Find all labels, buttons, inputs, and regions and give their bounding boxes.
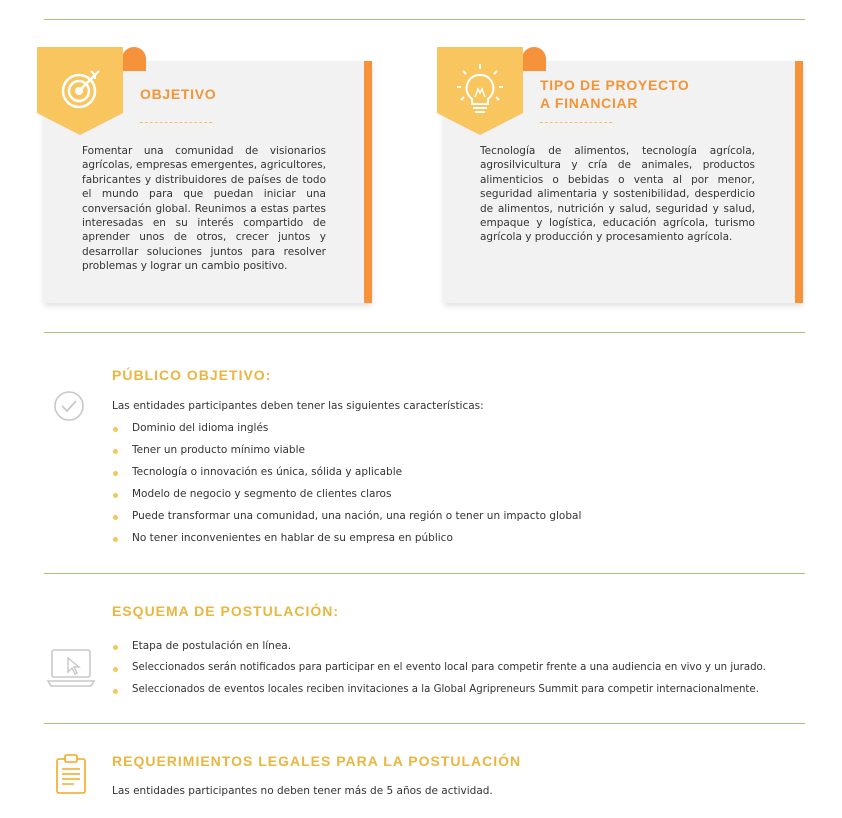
list-item: Modelo de negocio y segmento de clientes claros [112, 488, 581, 510]
requerimientos-title: REQUERIMIENTOS LEGALES PARA LA POSTULACIÓN [112, 753, 522, 769]
title-dots [140, 122, 212, 123]
tipo-title-line1: TIPO DE PROYECTO [540, 77, 690, 93]
checkmark-circle-icon [52, 389, 86, 427]
list-item: Tener un producto mínimo viable [112, 444, 581, 466]
requerimientos-text: Las entidades participantes no deben tener más de 5 años de actividad. [112, 785, 493, 797]
clipboard-icon [54, 753, 88, 799]
list-item: Seleccionados serán notificados para participar en el evento local para competir frente a una audiencia en vivo y un jurado. [112, 662, 766, 684]
tipo-title-line2: A FINANCIAR [540, 95, 639, 111]
list-item: No tener inconvenientes en hablar de su empresa en público [112, 532, 581, 554]
target-icon [37, 47, 123, 135]
list-item: Seleccionados de eventos locales reciben invitaciones a la Global Agripreneurs Summit para competir internacionalmente. [112, 684, 766, 706]
objetivo-text: Fomentar una comunidad de visionarios agrícolas, empresas emergentes, agricultores, fabricantes y distribuidores de países de todo el mundo para que puedan iniciar una conversación global. Reunimos a estas partes interesadas en su interés compartido de aprender unos de otros, crecer juntos y desarrollar soluciones juntos para resolver problemas y lograr un cambio positivo. [82, 145, 326, 273]
divider-cards [44, 332, 805, 333]
card-tab [122, 47, 146, 71]
tipo-text: Tecnología de alimentos, tecnología agrícola, agrosilvicultura y cría de animales, productos alimenticios o bebidas o venta al por menor, seguridad alimentaria y sostenibilidad, desperdicio de alimentos, nutrición y salud, seguridad y salud, empaque y logística, educación agrícola, turismo agrícola y producción y procesamiento agrícola. [480, 145, 755, 244]
list-item: Etapa de postulación en línea. [112, 640, 766, 662]
esquema-list [112, 640, 766, 706]
objetivo-title: OBJETIVO [140, 86, 217, 102]
esquema-title: ESQUEMA DE POSTULACIÓN: [112, 603, 340, 619]
divider-esquema [44, 723, 805, 724]
list-item: Tecnología o innovación es única, sólida y aplicable [112, 466, 581, 488]
publico-list [112, 422, 581, 554]
title-dots [540, 122, 612, 123]
lightbulb-icon [437, 47, 523, 135]
card-accent-bar [364, 61, 372, 303]
publico-title: PÚBLICO OBJETIVO: [112, 367, 272, 383]
card-tab [522, 47, 546, 71]
list-item: Puede transformar una comunidad, una nación, una región o tener un impacto global [112, 510, 581, 532]
laptop-cursor-icon [46, 646, 96, 694]
divider-publico [44, 573, 805, 574]
divider-top [44, 19, 805, 20]
card-accent-bar [795, 61, 803, 303]
publico-intro: Las entidades participantes deben tener las siguientes características: [112, 400, 484, 412]
list-item: Dominio del idioma inglés [112, 422, 581, 444]
